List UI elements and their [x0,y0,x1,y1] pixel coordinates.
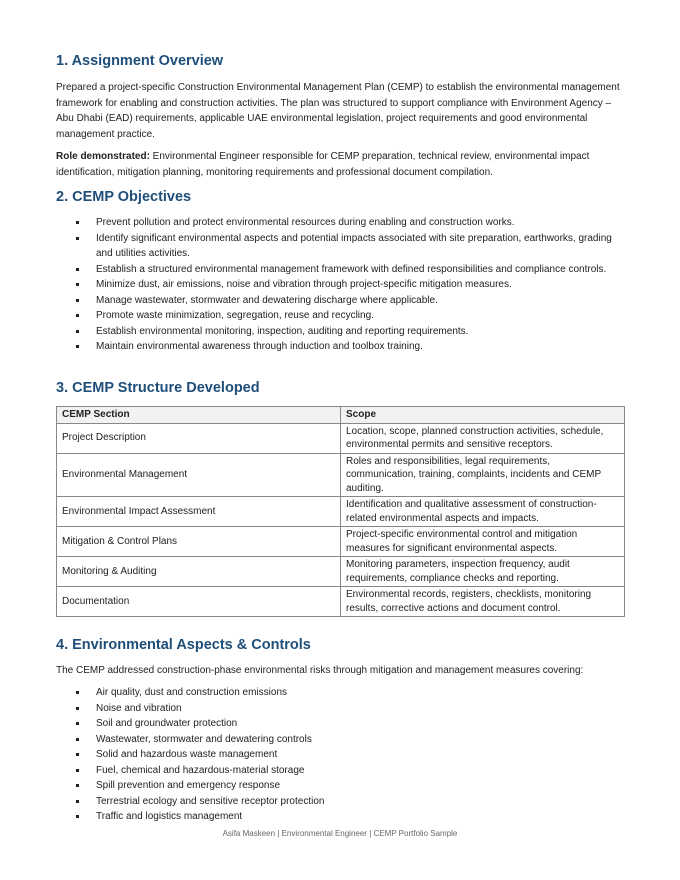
section-1-title: 1. Assignment Overview [56,53,224,69]
list-item: Terrestrial ecology and sensitive receptor protection [74,794,626,810]
table-row [57,557,625,587]
role-text: Environmental Engineer responsible for CEMP preparation, technical review, environmental impact identification, mitigation planning, monitoring requirements and professional document compilation. [56,151,590,178]
table-cell-scope: Roles and responsibilities, legal requirements, communication, training, complaints, incidents and CEMP auditing. [341,453,625,497]
list-item: Maintain environmental awareness through induction and toolbox training. [74,339,626,355]
table-cell-scope: Location, scope, planned construction activities, schedule, environmental permits and sensitive receptors. [341,423,625,453]
aspects-intro: The CEMP addressed construction-phase environmental risks through mitigation and management measures covering: [56,665,584,676]
list-item: Wastewater, stormwater and dewatering controls [74,732,626,748]
list-item: Promote waste minimization, segregation, reuse and recycling. [74,308,626,324]
table-row [57,527,625,557]
table-cell-section: Environmental Impact Assessment [57,497,341,527]
header-scope: Scope [341,407,625,424]
list-item: Minimize dust, air emissions, noise and vibration through project-specific mitigation measures. [74,277,626,293]
header-cemp-section: CEMP Section [57,407,341,424]
list-item: Spill prevention and emergency response [74,778,626,794]
table-row [57,587,625,617]
table-cell-section: Documentation [57,587,341,617]
table-cell-scope: Environmental records, registers, checklists, monitoring results, corrective actions and document control. [341,587,625,617]
section-3-title: 3. CEMP Structure Developed [56,380,260,396]
cemp-structure-table [56,406,625,617]
aspects-list [74,685,626,825]
table-cell-section: Mitigation & Control Plans [57,527,341,557]
section-4-title: 4. Environmental Aspects & Controls [56,637,311,653]
table-row [57,497,625,527]
role-paragraph [56,149,626,180]
list-item: Fuel, chemical and hazardous-material storage [74,763,626,779]
list-item: Noise and vibration [74,701,626,717]
list-item: Traffic and logistics management [74,809,626,825]
table-row [57,423,625,453]
objectives-list [74,215,626,355]
table-cell-scope: Identification and qualitative assessment of construction-related environmental aspects and impacts. [341,497,625,527]
list-item: Solid and hazardous waste management [74,747,626,763]
table-cell-section: Monitoring & Auditing [57,557,341,587]
list-item: Manage wastewater, stormwater and dewatering discharge where applicable. [74,293,626,309]
section-2-title: 2. CEMP Objectives [56,189,192,205]
list-item: Establish a structured environmental management framework with defined responsibilities and compliance controls. [74,262,626,278]
page-footer: Asifa Maskeen | Environmental Engineer | CEMP Portfolio Sample [222,829,458,838]
list-item: Air quality, dust and construction emissions [74,685,626,701]
list-item: Prevent pollution and protect environmental resources during enabling and construction works. [74,215,626,231]
table-cell-scope: Monitoring parameters, inspection frequency, audit requirements, compliance checks and reporting. [341,557,625,587]
table-cell-section: Project Description [57,423,341,453]
list-item: Identify significant environmental aspects and potential impacts associated with site preparation, earthworks, grading and utilities activities. [74,231,626,262]
table-row [57,453,625,497]
list-item: Establish environmental monitoring, inspection, auditing and reporting requirements. [74,324,626,340]
table-header-row [57,407,625,424]
role-label: Role demonstrated: [56,151,150,162]
overview-paragraph: Prepared a project-specific Construction Environmental Management Plan (CEMP) to establish the environmental management framework for enabling and construction activities. The plan was structured to support compliance with Environment Agency – Abu Dhabi (EAD) requirements, applicable UAE environmental legislation, project requirements and good environmental management practice. [56,82,620,140]
list-item: Soil and groundwater protection [74,716,626,732]
table-cell-scope: Project-specific environmental control and mitigation measures for significant environmental aspects. [341,527,625,557]
table-cell-section: Environmental Management [57,453,341,497]
